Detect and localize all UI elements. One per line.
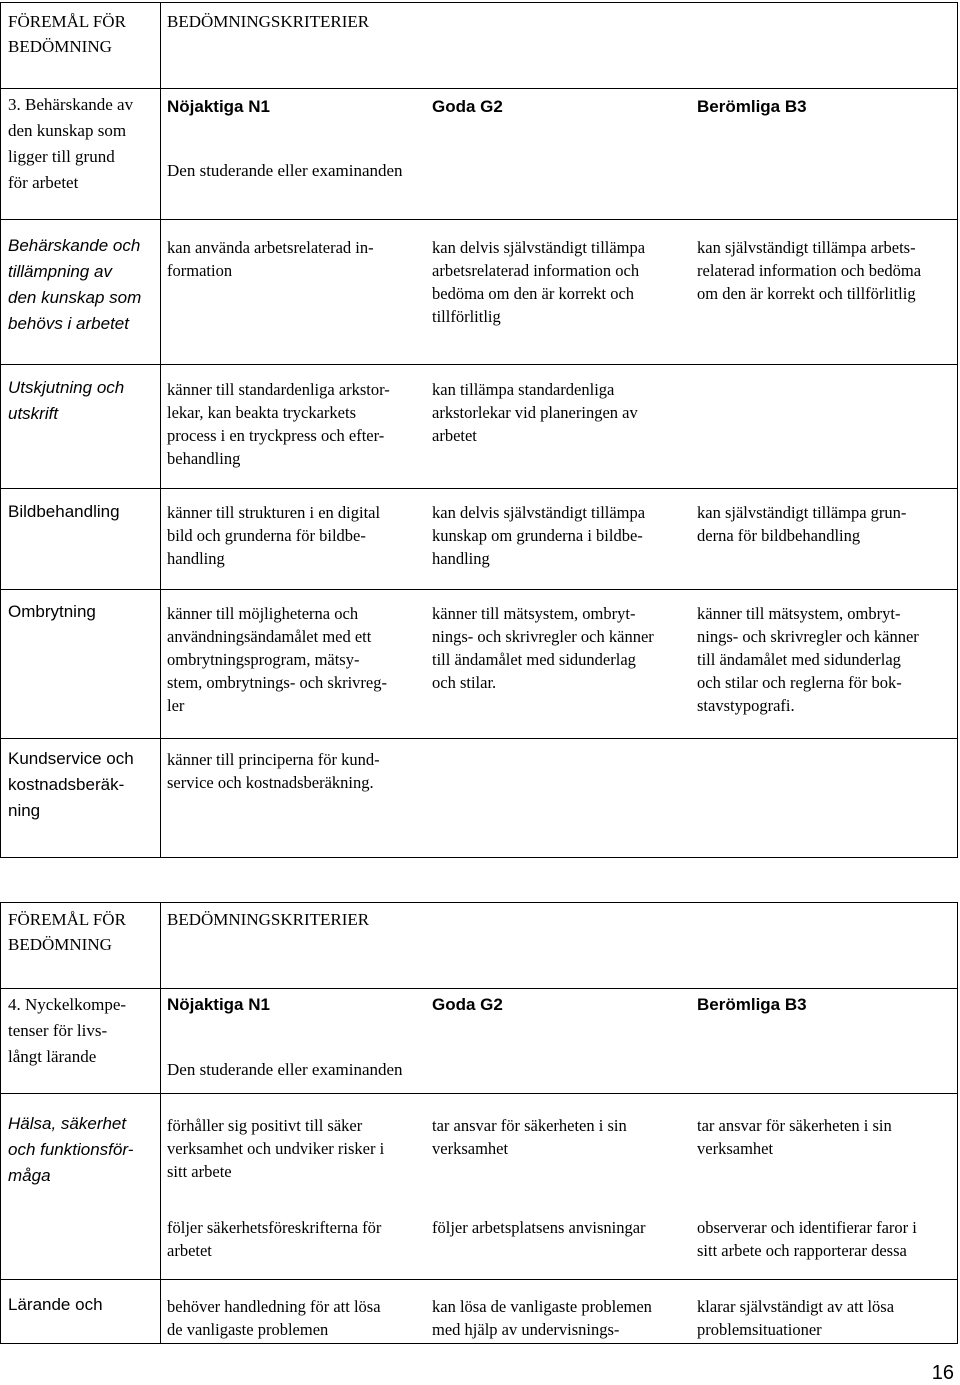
criterion-label: Kundservice och kostnadsberäk- ning — [8, 749, 134, 820]
row-divider — [1, 1093, 957, 1094]
criterion-label: Behärskande och tillämpning av den kunskap som behövs i arbetet — [8, 236, 142, 333]
row-divider — [1, 88, 957, 89]
grade-g2-heading: Goda G2 — [432, 97, 503, 116]
section-subtitle: Den studerande eller examinanden — [167, 161, 403, 180]
grade-g2-heading: Goda G2 — [432, 995, 503, 1014]
criterion-g2: kan delvis självständigt tillämpa kunskap om grunderna i bildbe- handling — [432, 503, 646, 568]
criterion-g2: tar ansvar för säkerheten i sin verksamhet — [432, 1116, 627, 1158]
criterion-n1: behöver handledning för att lösa de vanligaste problemen — [167, 1297, 381, 1339]
column-divider — [160, 3, 161, 857]
section-title: 3. Behärskande av den kunskap som ligger till grund för arbetet — [8, 95, 134, 192]
criterion-n1: kan använda arbetsrelaterad in- formation — [167, 238, 374, 280]
grade-b3-heading: Berömliga B3 — [697, 97, 807, 116]
criterion-label: Hälsa, säkerhet och funktionsför- måga — [8, 1114, 134, 1185]
assessment-table-1 — [0, 2, 958, 858]
section-title: 4. Nyckelkompe- tenser för livs- långt lärande — [8, 995, 127, 1066]
criterion-b3: klarar självständigt av att lösa problemsituationer — [697, 1297, 895, 1339]
criterion-b3: känner till mätsystem, ombryt- nings- och skrivregler och känner till ändamålet med sidunderlag och stilar och reglerna för bok- stavstypografi. — [697, 604, 919, 715]
header-criteria: BEDÖMNINGSKRITERIER — [167, 12, 370, 31]
criterion-b3: tar ansvar för säkerheten i sin verksamhet — [697, 1116, 892, 1158]
criterion-n1: känner till strukturen i en digital bild och grunderna för bildbe- handling — [167, 503, 381, 568]
row-divider — [1, 364, 957, 365]
criterion-g2: kan delvis självständigt tillämpa arbetsrelaterad information och bedöma om den är korrekt och tillförlitlig — [432, 238, 646, 326]
criterion-label: Ombrytning — [8, 602, 96, 621]
criterion-g2: känner till mätsystem, ombryt- nings- och skrivregler och känner till ändamålet med sidunderlag och stilar. — [432, 604, 654, 692]
page-number: 16 — [931, 1362, 954, 1384]
criterion-g2: kan lösa de vanligaste problemen med hjälp av undervisnings- — [432, 1297, 652, 1339]
criterion-label: Utskjutning och utskrift — [8, 378, 125, 423]
criterion-b3: observerar och identifierar faror i sitt arbete och rapporterar dessa — [697, 1218, 917, 1260]
criterion-n1: känner till principerna för kund- service och kostnadsberäkning. — [167, 750, 380, 792]
row-divider — [1, 1279, 957, 1280]
criterion-n1: känner till standardenliga arkstor- lekar, kan beakta tryckarkets process i en tryckpress och efter- behandling — [167, 380, 390, 468]
header-criteria: BEDÖMNINGSKRITERIER — [167, 910, 370, 929]
criterion-n1: känner till möjligheterna och användningsändamålet med ett ombrytningsprogram, mätsy- stem, ombrytnings- och skrivreg- ler — [167, 604, 387, 715]
assessment-table-2 — [0, 902, 958, 1344]
row-divider — [1, 988, 957, 989]
criterion-label: Bildbehandling — [8, 502, 120, 521]
grade-b3-heading: Berömliga B3 — [697, 995, 807, 1014]
header-object: FÖREMÅL FÖR BEDÖMNING — [8, 12, 126, 56]
row-divider — [1, 738, 957, 739]
criterion-g2: följer arbetsplatsens anvisningar — [432, 1218, 646, 1237]
grade-n1-heading: Nöjaktiga N1 — [167, 995, 270, 1014]
criterion-b3: kan självständigt tillämpa grun- derna för bildbehandling — [697, 503, 907, 545]
row-divider — [1, 219, 957, 220]
row-divider — [1, 589, 957, 590]
column-divider — [160, 903, 161, 1343]
criterion-n1: förhåller sig positivt till säker verksamhet och undviker risker i sitt arbete — [167, 1116, 385, 1181]
criterion-b3: kan självständigt tillämpa arbets- relaterad information och bedöma om den är korrekt och tillförlitlig — [697, 238, 922, 303]
criterion-label: Lärande och — [8, 1295, 103, 1314]
section-subtitle: Den studerande eller examinanden — [167, 1060, 403, 1079]
row-divider — [1, 488, 957, 489]
header-object: FÖREMÅL FÖR BEDÖMNING — [8, 910, 126, 954]
grade-n1-heading: Nöjaktiga N1 — [167, 97, 270, 116]
criterion-n1: följer säkerhetsföreskrifterna för arbetet — [167, 1218, 382, 1260]
criterion-g2: kan tillämpa standardenliga arkstorlekar vid planeringen av arbetet — [432, 380, 638, 445]
